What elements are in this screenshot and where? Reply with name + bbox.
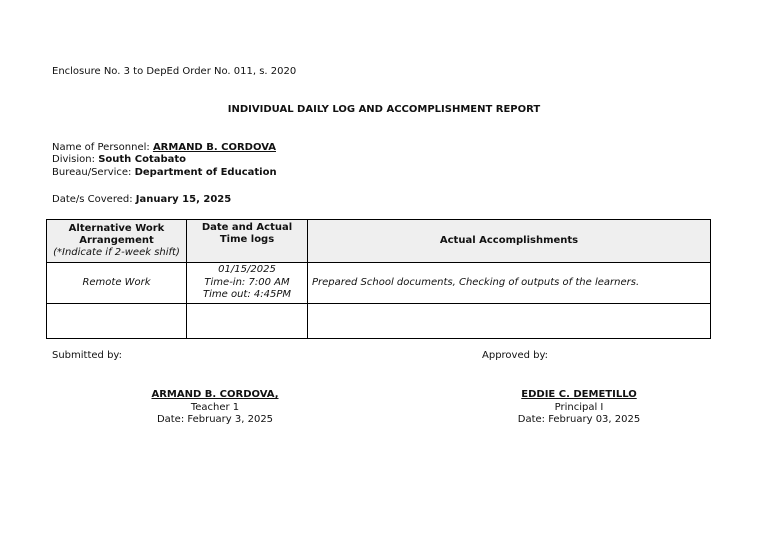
bureau-field	[52, 167, 277, 178]
table-row-empty	[47, 304, 711, 339]
header-work-arrangement-note: (*Indicate if 2-week shift)	[53, 247, 180, 258]
header-work-arrangement-line2: Arrangement	[79, 235, 154, 246]
daily-log-table	[46, 219, 711, 339]
submitter-position: Teacher 1	[190, 401, 240, 413]
approver-date: Date: February 03, 2025	[517, 414, 641, 425]
submitter-signature-block	[110, 389, 320, 427]
dates-covered-field	[52, 194, 231, 205]
empty-cell	[308, 304, 711, 339]
cell-date: 01/15/2025	[218, 264, 276, 276]
header-date-time-line1: Date and Actual	[201, 222, 293, 233]
header-work-arrangement-line1: Alternative Work	[68, 223, 165, 234]
personnel-name-value: ARMAND B. CORDOVA	[152, 142, 276, 153]
submitter-date: Date: February 3, 2025	[156, 414, 274, 425]
dates-covered-label: Date/s Covered:	[52, 194, 133, 205]
dates-covered-value: January 15, 2025	[135, 194, 232, 205]
cell-date-time	[187, 263, 308, 304]
header-work-arrangement	[47, 220, 187, 263]
table-row	[47, 263, 711, 304]
cell-time-out: Time out: 4:45PM	[203, 289, 291, 301]
personnel-name-label: Name of Personnel:	[52, 142, 150, 153]
approved-by-label: Approved by:	[482, 350, 549, 361]
header-date-time-logs	[187, 220, 308, 263]
report-title: INDIVIDUAL DAILY LOG AND ACCOMPLISHMENT REPORT	[227, 104, 541, 115]
division-value: South Cotabato	[98, 154, 187, 165]
empty-cell	[187, 304, 308, 339]
submitter-name: ARMAND B. CORDOVA,	[151, 389, 279, 400]
bureau-label: Bureau/Service:	[52, 167, 132, 178]
cell-time-in: Time-in: 7:00 AM	[204, 276, 290, 288]
cell-accomplishments: Prepared School documents, Checking of outputs of the learners.	[308, 263, 711, 304]
cell-arrangement: Remote Work	[47, 263, 187, 304]
header-date-time-line2: Time logs	[219, 234, 275, 245]
approver-name: EDDIE C. DEMETILLO	[521, 389, 637, 400]
submitted-by-label: Submitted by:	[52, 350, 122, 361]
approver-position: Principal I	[554, 401, 604, 413]
empty-cell	[47, 304, 187, 339]
division-label: Division:	[52, 154, 95, 165]
enclosure-reference: Enclosure No. 3 to DepEd Order No. 011, s. 2020	[52, 66, 297, 77]
division-field	[52, 154, 186, 165]
personnel-name-field	[52, 142, 276, 153]
table-header-row	[47, 220, 711, 263]
header-accomplishments: Actual Accomplishments	[308, 220, 711, 263]
bureau-value: Department of Education	[134, 167, 277, 178]
approver-signature-block	[479, 389, 679, 427]
